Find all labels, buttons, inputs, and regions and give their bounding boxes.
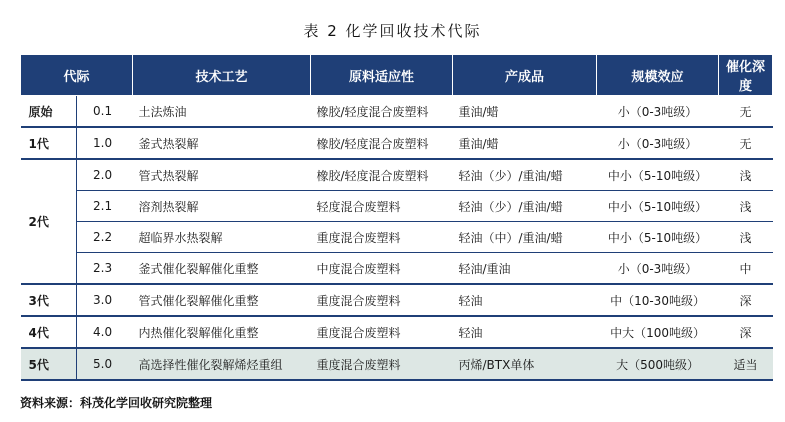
cell-depth: 无 bbox=[719, 96, 773, 128]
cell-tech: 管式热裂解 bbox=[133, 159, 311, 191]
cell-depth: 中 bbox=[719, 253, 773, 285]
cell-scale: 中小（5-10吨级） bbox=[597, 222, 719, 253]
header-feedstock: 原料适应性 bbox=[311, 55, 453, 96]
table-row-highlighted bbox=[21, 348, 773, 380]
cell-tech: 釜式热裂解 bbox=[133, 127, 311, 159]
cell-generation: 2代 bbox=[21, 159, 77, 284]
cell-version: 2.0 bbox=[77, 159, 133, 191]
cell-depth: 无 bbox=[719, 127, 773, 159]
cell-tech: 超临界水热裂解 bbox=[133, 222, 311, 253]
cell-version: 2.2 bbox=[77, 222, 133, 253]
cell-feedstock: 橡胶/轻度混合废塑料 bbox=[311, 127, 453, 159]
cell-product: 轻油（少）/重油/蜡 bbox=[453, 159, 597, 191]
table-row bbox=[21, 191, 773, 222]
cell-feedstock: 重度混合废塑料 bbox=[311, 348, 453, 380]
cell-product: 轻油/重油 bbox=[453, 253, 597, 285]
table-row bbox=[21, 127, 773, 159]
table-title: 表 2 化学回收技术代际 bbox=[303, 22, 482, 40]
cell-tech: 管式催化裂解催化重整 bbox=[133, 284, 311, 316]
cell-feedstock: 重度混合废塑料 bbox=[311, 316, 453, 348]
cell-generation: 5代 bbox=[21, 348, 77, 380]
cell-product: 轻油 bbox=[453, 316, 597, 348]
cell-tech: 内热催化裂解催化重整 bbox=[133, 316, 311, 348]
cell-depth: 深 bbox=[719, 284, 773, 316]
table-row bbox=[21, 253, 773, 285]
cell-version: 5.0 bbox=[77, 348, 133, 380]
cell-tech: 高选择性催化裂解烯烃重组 bbox=[133, 348, 311, 380]
header-catalytic-depth: 催化深度 bbox=[719, 55, 773, 96]
cell-generation: 3代 bbox=[21, 284, 77, 316]
cell-tech: 土法炼油 bbox=[133, 96, 311, 128]
cell-feedstock: 重度混合废塑料 bbox=[311, 284, 453, 316]
cell-feedstock: 中度混合废塑料 bbox=[311, 253, 453, 285]
cell-version: 2.1 bbox=[77, 191, 133, 222]
table-row bbox=[21, 284, 773, 316]
cell-product: 轻油 bbox=[453, 284, 597, 316]
cell-version: 1.0 bbox=[77, 127, 133, 159]
header-scale: 规模效应 bbox=[597, 55, 719, 96]
cell-generation: 1代 bbox=[21, 127, 77, 159]
cell-scale: 中小（5-10吨级） bbox=[597, 159, 719, 191]
cell-scale: 小（0-3吨级） bbox=[597, 96, 719, 128]
cell-product: 重油/蜡 bbox=[453, 96, 597, 128]
cell-scale: 大（500吨级） bbox=[597, 348, 719, 380]
cell-product: 轻油（中）/重油/蜡 bbox=[453, 222, 597, 253]
cell-version: 0.1 bbox=[77, 96, 133, 128]
table-header-row bbox=[21, 55, 773, 96]
header-generation: 代际 bbox=[21, 55, 133, 96]
cell-depth: 适当 bbox=[719, 348, 773, 380]
cell-scale: 小（0-3吨级） bbox=[597, 253, 719, 285]
cell-product: 丙烯/BTX单体 bbox=[453, 348, 597, 380]
cell-scale: 小（0-3吨级） bbox=[597, 127, 719, 159]
cell-tech: 釜式催化裂解催化重整 bbox=[133, 253, 311, 285]
header-product: 产成品 bbox=[453, 55, 597, 96]
cell-generation: 原始 bbox=[21, 96, 77, 128]
cell-version: 3.0 bbox=[77, 284, 133, 316]
table-row bbox=[21, 222, 773, 253]
cell-version: 4.0 bbox=[77, 316, 133, 348]
cell-product: 重油/蜡 bbox=[453, 127, 597, 159]
table-row bbox=[21, 316, 773, 348]
cell-depth: 浅 bbox=[719, 191, 773, 222]
cell-depth: 浅 bbox=[719, 159, 773, 191]
cell-scale: 中小（5-10吨级） bbox=[597, 191, 719, 222]
cell-feedstock: 橡胶/轻度混合废塑料 bbox=[311, 96, 453, 128]
table-row bbox=[21, 159, 773, 191]
cell-scale: 中大（100吨级） bbox=[597, 316, 719, 348]
header-tech: 技术工艺 bbox=[133, 55, 311, 96]
generations-table bbox=[20, 54, 773, 381]
cell-feedstock: 重度混合废塑料 bbox=[311, 222, 453, 253]
cell-product: 轻油（少）/重油/蜡 bbox=[453, 191, 597, 222]
cell-scale: 中（10-30吨级） bbox=[597, 284, 719, 316]
cell-feedstock: 轻度混合废塑料 bbox=[311, 191, 453, 222]
table-row bbox=[21, 96, 773, 128]
cell-feedstock: 橡胶/轻度混合废塑料 bbox=[311, 159, 453, 191]
cell-depth: 浅 bbox=[719, 222, 773, 253]
cell-depth: 深 bbox=[719, 316, 773, 348]
cell-generation: 4代 bbox=[21, 316, 77, 348]
source-note: 资料来源：科茂化学回收研究院整理 bbox=[20, 396, 213, 410]
cell-tech: 溶剂热裂解 bbox=[133, 191, 311, 222]
cell-version: 2.3 bbox=[77, 253, 133, 285]
